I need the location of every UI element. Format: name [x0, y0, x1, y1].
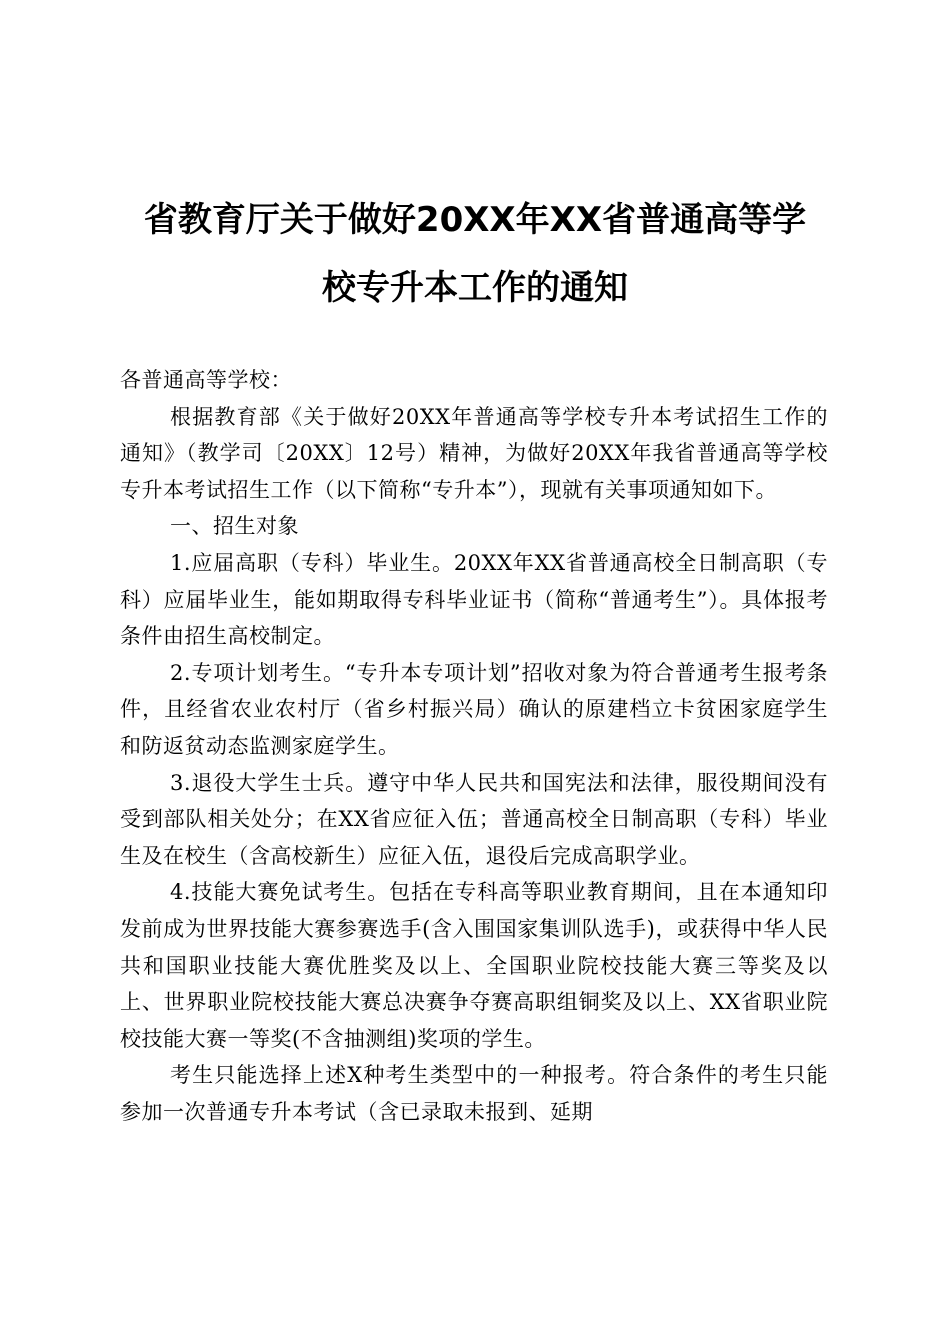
intro-paragraph: 根据教育部《关于做好20XX年普通高等学校专升本考试招生工作的通知》（教学司〔20XX〕12号）精神，为做好20XX年我省普通高等学校专升本考试招生工作（以下简称“专升本”），现就有关事项通知如下。 [120, 404, 828, 502]
document-body [120, 362, 828, 1130]
closing-paragraph: 考生只能选择上述X种考生类型中的一种报考。符合条件的考生只能参加一次普通专升本考试（含已录取未报到、延期 [120, 1063, 828, 1124]
list-item-4: 4.技能大赛免试考生。包括在专科高等职业教育期间，且在本通知印发前成为世界技能大赛参赛选手(含入围国家集训队选手)，或获得中华人民共和国职业技能大赛优胜奖及以上、全国职业院校技能大赛三等奖及以上、世界职业院校技能大赛总决赛争夺赛高职组铜奖及以上、XX省职业院校技能大赛一等奖(不含抽测组)奖项的学生。 [120, 880, 828, 1051]
salutation: 各普通高等学校： [120, 368, 292, 392]
list-item-2: 2.专项计划考生。“专升本专项计划”招收对象为符合普通考生报考条件，且经省农业农村厅（省乡村振兴局）确认的原建档立卡贫困家庭学生和防返贫动态监测家庭学生。 [120, 660, 828, 758]
list-item-1: 1.应届高职（专科）毕业生。20XX年XX省普通高校全日制高职（专科）应届毕业生，能如期取得专科毕业证书（简称“普通考生”）。具体报考条件由招生高校制定。 [120, 550, 828, 649]
section-heading: 一、招生对象 [170, 514, 299, 539]
list-item-3: 3.退役大学生士兵。遵守中华人民共和国宪法和法律，服役期间没有受到部队相关处分；在XX省应征入伍；普通高校全日制高职（专科）毕业生及在校生（含高校新生）应征入伍，退役后完成高职学业。 [120, 770, 828, 868]
document-title-line-1: 省教育厅关于做好20XX年XX省普通高等学 [143, 200, 807, 240]
document-title-line-2: 校专升本工作的通知 [322, 268, 628, 308]
